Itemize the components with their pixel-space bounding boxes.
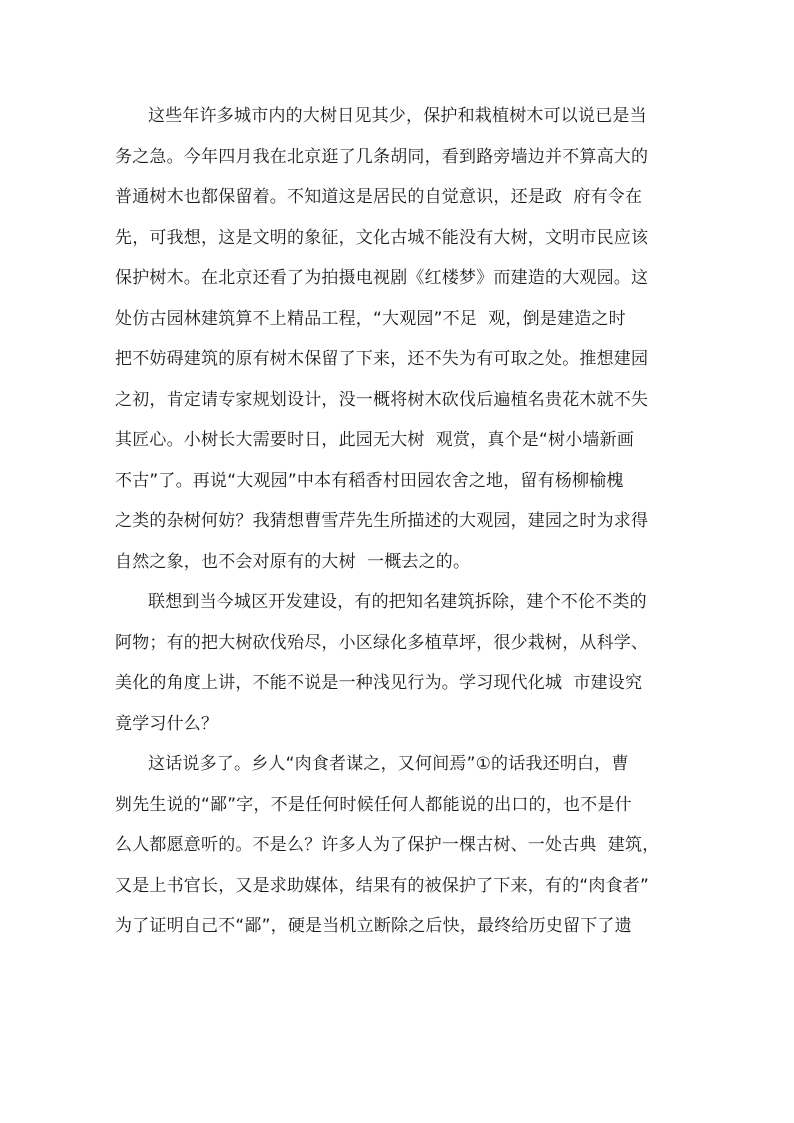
paragraph-line: 不古”了。再说“大观园”中本有稻香村田园农舍之地，留有杨柳榆槐: [115, 470, 624, 491]
paragraph-line: 普通树木也都保留着。不知道这是居民的自觉意识，还是政 府有令在: [115, 187, 643, 207]
paragraph-line: 美化的角度上讲，不能不说是一种浅见行为。学习现代化城 市建设究: [115, 673, 643, 693]
paragraph-line: 自然之象，也不会对原有的大树 一概去之的。: [115, 551, 471, 572]
paragraph-line: 保护树木。在北京还看了为拍摄电视剧《红楼梦》而建造的大观园。这: [115, 268, 649, 288]
paragraph-line: 为了证明自己不“鄙”，硬是当机立断除之后快，最终给历史留下了遗: [115, 916, 632, 936]
paragraph-line: 把不妨碍建筑的原有树木保留了下来，还不失为有可取之处。推想建园: [115, 349, 649, 369]
paragraph-line: 联想到当今城区开发建设，有的把知名建筑拆除，建个不伦不类的: [148, 592, 647, 612]
paragraph-line: 阿物；有的把大树砍伐殆尽，小区绿化多植草坪，很少栽树，从科学、: [115, 632, 649, 653]
paragraph-line: 先，可我想，这是文明的象征，文化古城不能没有大树，文明市民应该: [115, 227, 649, 248]
paragraph-line: 处仿古园林建筑算不上精品工程，“大观园”不足 观，倒是建造之时: [115, 308, 626, 329]
paragraph-line: 之初，肯定请专家规划设计，没一概将树木砍伐后遍植名贵花木就不失: [115, 389, 649, 410]
article-body: [115, 96, 675, 947]
paragraph-line: 又是上书官长，又是求助媒体，结果有的被保护了下来，有的“肉食者”: [115, 875, 650, 896]
paragraph-line: 其匠心。小树长大需要时日，此园无大树 观赏，真个是“树小墙新画: [115, 430, 635, 450]
paragraph-line: 这些年许多城市内的大树日见其少，保护和栽植树木可以说已是当: [148, 106, 647, 126]
paragraph-line: 竟学习什么？: [115, 713, 219, 734]
paragraph-line: 这话说多了。乡人“肉食者谋之，又何间焉”①的话我还明白，曹: [148, 754, 629, 774]
paragraph-line: 务之急。今年四月我在北京逛了几条胡同，看到路旁墙边并不算高大的: [115, 146, 649, 167]
paragraph-line: 之类的杂树何妨？我猜想曹雪芹先生所描述的大观园，建园之时为求得: [115, 511, 649, 531]
paragraph-line: 刿先生说的“鄙”字，不是任何时候任何人都能说的出口的，也不是什: [115, 794, 632, 815]
paragraph-line: 么人都愿意听的。不是么？许多人为了保护一棵古树、一处古典 建筑，: [115, 835, 660, 855]
